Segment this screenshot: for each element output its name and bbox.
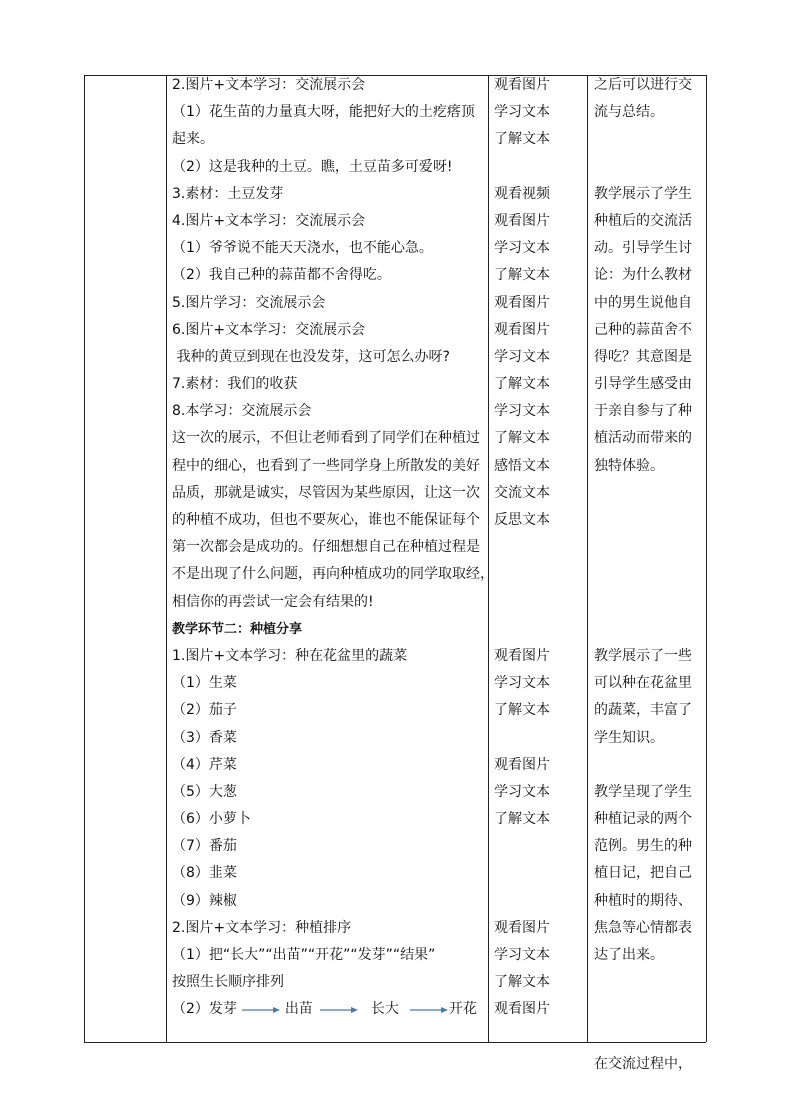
intent-line: 动。引导学生讨	[594, 240, 692, 257]
content-line: （3）香菜	[172, 729, 237, 746]
content-line: 5.图片学习：交流展示会	[172, 294, 326, 311]
content-line: （1）花生苗的力量真大呀，能把好大的土疙瘩顶	[172, 104, 475, 121]
activity-line: 观看图片	[494, 919, 550, 936]
sequence-prefix: （2）发芽	[172, 1001, 237, 1018]
intent-line	[594, 534, 702, 561]
arrow-right-icon	[319, 1004, 359, 1016]
intent-line: 种植记录的两个	[594, 811, 692, 828]
activity-line: 学习文本	[494, 947, 550, 963]
intent-line: 种植后的交流活	[594, 212, 692, 229]
content-line: 我种的黄豆到现在也没发芽，这可怎么办呀?	[172, 348, 450, 365]
content-line: 起来。	[172, 131, 214, 148]
activity-line: 观看图片	[494, 1001, 550, 1018]
content-line: 品质，那就是诚实，尽管因为某些原因，让这一次	[172, 484, 480, 501]
intent-line	[594, 752, 702, 779]
intent-line: 之后可以进行交	[594, 77, 692, 93]
intent-line: 范例。男生的种	[594, 838, 692, 855]
intent-line: 论：为什么教材	[594, 267, 692, 284]
intent-line: 教学展示了学生	[594, 185, 692, 202]
intent-line	[594, 996, 702, 1023]
intent-line	[594, 1024, 702, 1051]
activity-line: 了解文本	[494, 811, 550, 828]
activity-line	[494, 534, 580, 561]
intent-line	[594, 154, 702, 181]
intent-line: 得吃？其意图是	[594, 348, 692, 365]
intent-line: 可以种在花盆里	[594, 675, 692, 692]
content-line: 的种植不成功，但也不要灰心，谁也不能保证每个	[172, 512, 480, 528]
intent-line	[594, 969, 702, 996]
intent-line: 教学呈现了学生	[594, 783, 692, 800]
content-line: （9）辣椒	[172, 892, 237, 909]
intent-line: 焦急等心情都表	[594, 919, 692, 936]
activity-line	[494, 888, 580, 915]
activity-line: 观看图片	[494, 212, 550, 229]
content-line: （5）大葱	[172, 783, 237, 800]
table-col-border-5	[706, 75, 707, 1042]
activity-line: 感悟文本	[494, 457, 550, 474]
intent-line: 种植时的期待、	[594, 892, 692, 909]
activity-line: 观看图片	[494, 756, 550, 773]
activity-line: 学习文本	[494, 348, 550, 365]
activity-line: 学习文本	[494, 240, 550, 257]
content-line: （1）把“长大”“出苗”“开花”“发芽”“结果”	[172, 947, 436, 963]
activity-line: 学习文本	[494, 104, 550, 121]
section-heading: 教学环节二：种植分享	[172, 621, 303, 637]
content-line: （1）生菜	[172, 675, 237, 692]
table-col-border-3	[488, 75, 489, 1042]
intent-line: 的蔬菜，丰富了	[594, 702, 692, 719]
content-line: 8.本学习：交流展示会	[172, 403, 312, 420]
sequence-step-2: 长大	[370, 1001, 399, 1018]
activity-line: 观看图片	[494, 77, 550, 93]
content-line: 7.素材：我们的收获	[172, 376, 298, 393]
activity-line: 观看图片	[494, 294, 550, 311]
content-line: （7）番茄	[172, 838, 237, 855]
activity-line: 了解文本	[494, 267, 550, 284]
content-line: （4）芹菜	[172, 756, 237, 773]
activity-line	[494, 589, 580, 616]
content-line: 按照生长顺序排列	[172, 974, 284, 991]
content-line: 这一次的展示，不但让老师看到了同学们在种植过	[172, 430, 480, 447]
activity-line: 交流文本	[494, 484, 550, 501]
activity-line	[494, 860, 580, 887]
student-activity-column	[494, 72, 580, 1024]
activity-line: 了解文本	[494, 376, 550, 393]
activity-line: 学习文本	[494, 783, 550, 800]
activity-line: 了解文本	[494, 974, 550, 991]
content-line: 2.图片+文本学习：种植排序	[172, 919, 352, 936]
activity-line	[494, 561, 580, 588]
arrow-right-icon	[241, 1004, 281, 1016]
sequence-step-1: 出苗	[284, 1001, 313, 1018]
intent-line	[594, 507, 702, 534]
intent-line: 植日记，把自己	[594, 865, 692, 882]
intent-line: 达了出来。	[594, 947, 664, 963]
content-line: （1）爷爷说不能天天浇水，也不能心急。	[172, 240, 433, 257]
design-intent-column	[594, 72, 702, 1078]
activity-line: 了解文本	[494, 131, 550, 148]
activity-line: 学习文本	[494, 403, 550, 420]
intent-line: 中的男生说他自	[594, 294, 692, 311]
content-line: （2）我自己种的蒜苗都不舍得吃。	[172, 267, 391, 284]
table-col-border-1	[84, 75, 85, 1042]
content-line: （6）小萝卜	[172, 811, 251, 828]
intent-line	[594, 589, 702, 616]
intent-line: 独特体验。	[594, 457, 664, 474]
table-col-border-4	[587, 75, 588, 1042]
sequence-step-3: 开花	[448, 1001, 477, 1018]
content-line: 4.图片+文本学习：交流展示会	[172, 212, 366, 229]
intent-line: 学生知识。	[594, 729, 664, 746]
intent-line	[594, 480, 702, 507]
activity-line	[494, 154, 580, 181]
activity-line: 了解文本	[494, 702, 550, 719]
intent-line: 在交流过程中，	[594, 1055, 692, 1072]
intent-line: 己种的蒜苗舍不	[594, 321, 692, 338]
activity-line	[494, 725, 580, 752]
intent-line	[594, 126, 702, 153]
content-line: 程中的细心，也看到了一些同学身上所散发的美好	[172, 457, 480, 474]
activity-line: 观看图片	[494, 647, 550, 664]
content-line: 2.图片+文本学习：交流展示会	[172, 77, 366, 93]
content-line: 3.素材：土豆发芽	[172, 185, 284, 202]
content-line: 6.图片+文本学习：交流展示会	[172, 321, 366, 338]
intent-line: 植活动而带来的	[594, 430, 692, 447]
activity-line	[494, 833, 580, 860]
intent-line	[594, 616, 702, 643]
activity-line: 观看图片	[494, 321, 550, 338]
growth-sequence	[172, 996, 482, 1023]
intent-line	[594, 561, 702, 588]
content-line: 不是出现了什么问题，再向种植成功的同学取取经，	[172, 566, 494, 583]
teaching-content-column	[172, 72, 494, 1024]
activity-line: 了解文本	[494, 430, 550, 447]
table-col-border-2	[166, 75, 167, 1042]
content-line: （8）韭菜	[172, 865, 237, 882]
intent-line: 流与总结。	[594, 104, 664, 121]
activity-line	[494, 616, 580, 643]
content-line: 相信你的再尝试一定会有结果的!	[172, 593, 374, 610]
content-line: 1.图片+文本学习：种在花盆里的蔬菜	[172, 647, 408, 664]
content-line: （2）这是我种的土豆。瞧，土豆苗多可爱呀!	[172, 158, 453, 175]
activity-line: 观看视频	[494, 185, 550, 202]
activity-line: 反思文本	[494, 512, 550, 528]
intent-line: 于亲自参与了种	[594, 403, 692, 420]
content-line: （2）茄子	[172, 702, 237, 719]
intent-line: 教学展示了一些	[594, 647, 692, 664]
arrow-right-icon	[409, 1004, 449, 1016]
activity-line: 学习文本	[494, 675, 550, 692]
content-line: 第一次都会是成功的。仔细想想自己在种植过程是	[172, 539, 480, 556]
intent-line: 引导学生感受由	[594, 376, 692, 393]
